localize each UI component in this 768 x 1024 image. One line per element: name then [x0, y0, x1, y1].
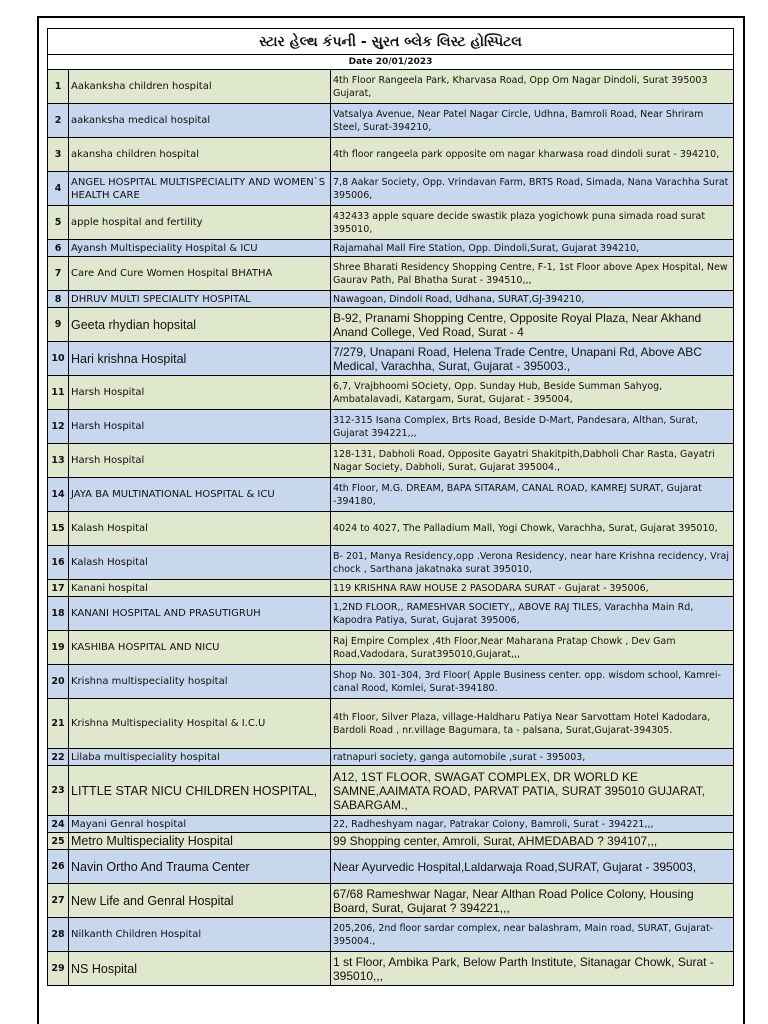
table-row	[48, 342, 734, 376]
document-title: સ્ટાર હેલ્થ કંપની - સુરત બ્લેક લિસ્ટ હોસ્પિટલ	[48, 29, 734, 55]
hospital-address: 4th Floor, M.G. DREAM, BAPA SITARAM, CANAL ROAD, KAMREJ SURAT, Gujarat -394180,	[331, 478, 734, 512]
hospital-name: Ayansh Multispeciality Hospital & ICU	[69, 240, 331, 257]
hospital-address: 4024 to 4027, The Palladium Mall, Yogi Chowk, Varachha, Surat, Gujarat 395010,	[331, 512, 734, 546]
table-row	[48, 308, 734, 342]
date-row	[48, 55, 734, 70]
hospital-name: Mayani Genral hospital	[69, 816, 331, 833]
hospital-name: JAYA BA MULTINATIONAL HOSPITAL & ICU	[69, 478, 331, 512]
row-number: 2	[48, 104, 69, 138]
table-row	[48, 597, 734, 631]
hospital-name: aakanksha medical hospital	[69, 104, 331, 138]
hospital-name: KASHIBA HOSPITAL AND NICU	[69, 631, 331, 665]
table-row	[48, 206, 734, 240]
table-row	[48, 172, 734, 206]
blacklist-table	[47, 28, 734, 986]
hospital-address: 7/279, Unapani Road, Helena Trade Centre, Unapani Rd, Above ABC Medical, Varachha, Surat, Gujarat - 395003.,	[331, 342, 734, 376]
row-number: 7	[48, 257, 69, 291]
hospital-address: 4th Floor, Silver Plaza, village-Haldharu Patiya Near Sarvottam Hotel Kadodara, Bardoli Road , nr.village Bagumara, ta - palsana, Surat,Gujarat-394305.	[331, 699, 734, 749]
row-number: 18	[48, 597, 69, 631]
table-row	[48, 749, 734, 766]
hospital-name: Kanani hospital	[69, 580, 331, 597]
row-number: 14	[48, 478, 69, 512]
hospital-address: 4th Floor Rangeela Park, Kharvasa Road, Opp Om Nagar Dindoli, Surat 395003 Gujarat,	[331, 70, 734, 104]
table-row	[48, 478, 734, 512]
row-number: 8	[48, 291, 69, 308]
document-date: Date 20/01/2023	[48, 55, 734, 70]
hospital-address: 312-315 Isana Complex, Brts Road, Beside D-Mart, Pandesara, Althan, Surat, Gujarat 394221,,,	[331, 410, 734, 444]
hospital-address: B- 201, Manya Residency,opp .Verona Residency, near hare Krishna recidency, Vraj chock , Sarthana jakatnaka surat 395010,	[331, 546, 734, 580]
row-number: 29	[48, 952, 69, 986]
hospital-address: 99 Shopping center, Amroli, Surat, AHMEDABAD ? 394107,,,	[331, 833, 734, 850]
hospital-address: Vatsalya Avenue, Near Patel Nagar Circle, Udhna, Bamroli Road, Near Shriram Steel, Surat-394210,	[331, 104, 734, 138]
hospital-name: Aakanksha children hospital	[69, 70, 331, 104]
hospital-name: ANGEL HOSPITAL MULTISPECIALITY AND WOMEN`S HEALTH CARE	[69, 172, 331, 206]
hospital-address: Shop No. 301-304, 3rd Floor( Apple Business center. opp. wisdom school, Kamrei-canal Rood, Komlei, Surat-394180.	[331, 665, 734, 699]
hospital-name: Nilkanth Children Hospital	[69, 918, 331, 952]
table-row	[48, 699, 734, 749]
hospital-name: Navin Ortho And Trauma Center	[69, 850, 331, 884]
row-number: 3	[48, 138, 69, 172]
title-row	[48, 29, 734, 55]
hospital-name: Geeta rhydian hopsital	[69, 308, 331, 342]
table-row	[48, 631, 734, 665]
hospital-address: B-92, Pranami Shopping Centre, Opposite Royal Plaza, Near Akhand Anand College, Ved Road, Surat - 4	[331, 308, 734, 342]
hospital-name: Harsh Hospital	[69, 410, 331, 444]
table-row	[48, 580, 734, 597]
table-row	[48, 884, 734, 918]
table-row	[48, 850, 734, 884]
row-number: 6	[48, 240, 69, 257]
hospital-address: A12, 1ST FLOOR, SWAGAT COMPLEX, DR WORLD KE SAMNE,AAIMATA ROAD, PARVAT PATIA, SURAT 395010 GUJARAT, SABARGAM.,	[331, 766, 734, 816]
table-row	[48, 104, 734, 138]
table-row	[48, 138, 734, 172]
table-row	[48, 952, 734, 986]
hospital-address: Rajamahal Mall Fire Station, Opp. Dindoli,Surat, Gujarat 394210,	[331, 240, 734, 257]
hospital-name: Kalash Hospital	[69, 546, 331, 580]
table-row	[48, 257, 734, 291]
row-number: 17	[48, 580, 69, 597]
hospital-name: Harsh Hospital	[69, 376, 331, 410]
row-number: 24	[48, 816, 69, 833]
hospital-name: Metro Multispeciality Hospital	[69, 833, 331, 850]
row-number: 23	[48, 766, 69, 816]
table-row	[48, 410, 734, 444]
hospital-address: 6,7, Vrajbhoomi SOciety, Opp. Sunday Hub, Beside Summan Sahyog, Ambatalavadi, Katargam, Surat, Gujarat - 395004,	[331, 376, 734, 410]
table-row	[48, 918, 734, 952]
hospital-address: Near Ayurvedic Hospital,Laldarwaja Road,SURAT, Gujarat - 395003,	[331, 850, 734, 884]
table-row	[48, 833, 734, 850]
hospital-address: 128-131, Dabholi Road, Opposite Gayatri Shakitpith,Dabholi Char Rasta, Gayatri Nagar Society, Dabholi, Surat, Gujarat 395004.,	[331, 444, 734, 478]
hospital-name: DHRUV MULTI SPECIALITY HOSPITAL	[69, 291, 331, 308]
hospital-address: 432433 apple square decide swastik plaza yogichowk puna simada road surat 395010,	[331, 206, 734, 240]
table-row	[48, 512, 734, 546]
table-row	[48, 444, 734, 478]
hospital-name: Krishna multispeciality hospital	[69, 665, 331, 699]
hospital-address: 1,2ND FLOOR,, RAMESHVAR SOCIETY,, ABOVE RAJ TILES, Varachha Main Rd, Kapodra Patiya, Surat, Gujarat 395006,	[331, 597, 734, 631]
hospital-name: akansha children hospital	[69, 138, 331, 172]
row-number: 11	[48, 376, 69, 410]
row-number: 22	[48, 749, 69, 766]
table-row	[48, 240, 734, 257]
hospital-address: 67/68 Rameshwar Nagar, Near Althan Road Police Colony, Housing Board, Surat, Gujarat ? 394221,,,	[331, 884, 734, 918]
hospital-name: New Life and Genral Hospital	[69, 884, 331, 918]
hospital-address: 119 KRISHNA RAW HOUSE 2 PASODARA SURAT - Gujarat - 395006,	[331, 580, 734, 597]
row-number: 26	[48, 850, 69, 884]
row-number: 28	[48, 918, 69, 952]
row-number: 27	[48, 884, 69, 918]
row-number: 19	[48, 631, 69, 665]
row-number: 13	[48, 444, 69, 478]
hospital-address: 205,206, 2nd floor sardar complex, near balashram, Main road, SURAT, Gujarat-395004.,	[331, 918, 734, 952]
hospital-name: Kalash Hospital	[69, 512, 331, 546]
row-number: 10	[48, 342, 69, 376]
hospital-address: Nawagoan, Dindoli Road, Udhana, SURAT,GJ-394210,	[331, 291, 734, 308]
row-number: 5	[48, 206, 69, 240]
hospital-name: NS Hospital	[69, 952, 331, 986]
row-number: 25	[48, 833, 69, 850]
hospital-name: Lilaba multispeciality hospital	[69, 749, 331, 766]
hospital-address: 1 st Floor, Ambika Park, Below Parth Institute, Sitanagar Chowk, Surat - 395010,,,	[331, 952, 734, 986]
row-number: 9	[48, 308, 69, 342]
table-row	[48, 816, 734, 833]
row-number: 20	[48, 665, 69, 699]
row-number: 16	[48, 546, 69, 580]
hospital-address: Shree Bharati Residency Shopping Centre, F-1, 1st Floor above Apex Hospital, New Gaurav Path, Pal Bhatha Surat - 394510,,,	[331, 257, 734, 291]
hospital-name: LITTLE STAR NICU CHILDREN HOSPITAL,	[69, 766, 331, 816]
table-row	[48, 70, 734, 104]
row-number: 21	[48, 699, 69, 749]
table-row	[48, 546, 734, 580]
hospital-name: apple hospital and fertility	[69, 206, 331, 240]
hospital-name: KANANI HOSPITAL AND PRASUTIGRUH	[69, 597, 331, 631]
hospital-name: Harsh Hospital	[69, 444, 331, 478]
table-row	[48, 376, 734, 410]
row-number: 15	[48, 512, 69, 546]
hospital-address: Raj Empire Complex ,4th Floor,Near Maharana Pratap Chowk , Dev Gam Road,Vadodara, Surat395010,Gujarat,,,	[331, 631, 734, 665]
hospital-address: 4th floor rangeela park opposite om nagar kharwasa road dindoli surat - 394210,	[331, 138, 734, 172]
hospital-name: Hari krishna Hospital	[69, 342, 331, 376]
table-row	[48, 665, 734, 699]
hospital-address: 7,8 Aakar Society, Opp. Vrindavan Farm, BRTS Road, Simada, Nana Varachha Surat 395006,	[331, 172, 734, 206]
row-number: 4	[48, 172, 69, 206]
table-row	[48, 291, 734, 308]
hospital-name: Care And Cure Women Hospital BHATHA	[69, 257, 331, 291]
hospital-address: ratnapuri society, ganga automobile ,surat - 395003,	[331, 749, 734, 766]
row-number: 12	[48, 410, 69, 444]
row-number: 1	[48, 70, 69, 104]
hospital-name: Krishna Multispeciality Hospital & I.C.U	[69, 699, 331, 749]
hospital-address: 22, Radheshyam nagar, Patrakar Colony, Bamroli, Surat - 394221,,,	[331, 816, 734, 833]
table-row	[48, 766, 734, 816]
